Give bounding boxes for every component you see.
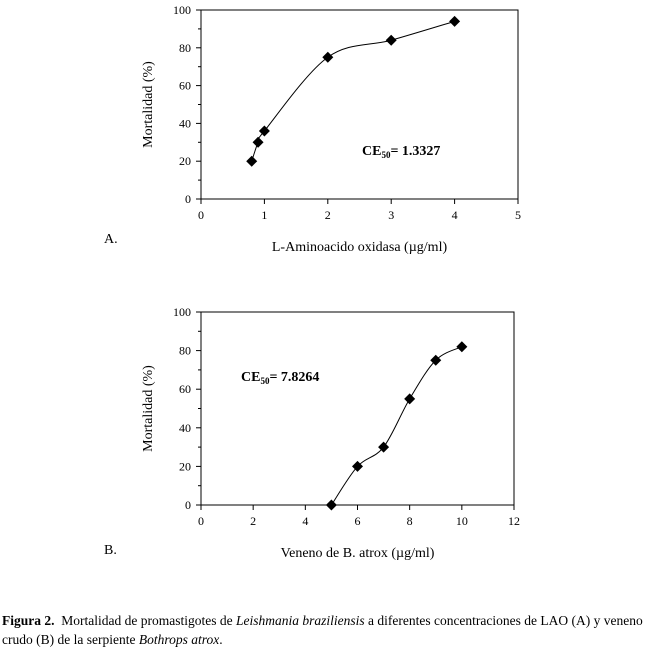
x-axis-title: L-Aminoacido oxidasa (µg/ml)	[271, 240, 448, 255]
ce50-annotation	[241, 370, 319, 386]
y-tick-label: 40	[179, 116, 191, 131]
data-point	[259, 125, 270, 136]
ce50-value: = 1.3327	[390, 144, 441, 159]
y-tick-label: 20	[179, 459, 191, 474]
y-tick-label: 0	[185, 498, 191, 512]
chart-a	[104, 3, 521, 255]
fit-curve	[252, 21, 455, 161]
y-tick-label: 100	[173, 305, 191, 319]
y-axis-title: Mortalidad (%)	[141, 365, 156, 452]
ce50-subscript: 50	[260, 376, 270, 386]
x-tick-label: 5	[515, 208, 521, 222]
caption-end: .	[219, 632, 223, 647]
x-tick-label: 6	[354, 514, 361, 528]
caption-snake: Bothrops atrox	[138, 632, 220, 647]
caption-species: Leishmania braziliensis	[235, 613, 365, 628]
y-tick-label: 80	[179, 40, 191, 55]
caption-text-1: Mortalidad de promastigotes de	[61, 613, 233, 628]
x-tick-label: 12	[508, 514, 520, 528]
y-tick-label: 100	[173, 3, 191, 17]
y-tick-label: 20	[179, 154, 191, 169]
data-point	[386, 35, 397, 46]
y-tick-label: 40	[179, 420, 191, 435]
ce50-prefix: CE	[241, 370, 261, 385]
x-tick-label: 1	[261, 208, 268, 222]
data-point	[322, 52, 333, 63]
x-tick-label: 2	[250, 514, 257, 528]
panel-label: B.	[104, 543, 117, 558]
x-tick-label: 0	[198, 208, 204, 222]
x-tick-label: 0	[198, 514, 204, 528]
y-tick-label: 60	[179, 382, 191, 397]
data-point	[404, 393, 415, 404]
data-point	[246, 156, 257, 167]
panel-label: A.	[104, 232, 118, 247]
data-point	[456, 341, 467, 352]
x-tick-label: 3	[388, 208, 395, 222]
data-point	[449, 16, 460, 27]
ce50-annotation	[362, 144, 440, 160]
chart-b	[104, 305, 520, 561]
x-axis-title: Veneno de B. atrox (µg/ml)	[280, 546, 435, 561]
caption-text-2: a diferentes concentraciones de LAO (A) y veneno crudo (B) de la serpiente	[2, 613, 643, 647]
plot-frame	[201, 10, 518, 199]
y-axis-title: Mortalidad (%)	[141, 61, 156, 148]
x-tick-label: 4	[451, 208, 458, 222]
x-tick-label: 2	[324, 208, 331, 222]
fit-curve	[331, 347, 461, 505]
plot-frame	[201, 312, 514, 505]
x-tick-label: 8	[406, 514, 413, 528]
y-tick-label: 80	[179, 343, 191, 358]
x-tick-label: 10	[455, 514, 468, 528]
y-tick-label: 0	[185, 192, 191, 206]
data-point	[253, 137, 264, 148]
ce50-prefix: CE	[362, 144, 382, 159]
data-point	[326, 500, 337, 511]
figure-caption	[2, 611, 648, 649]
x-tick-label: 4	[302, 514, 309, 528]
ce50-subscript: 50	[381, 150, 391, 160]
y-tick-label: 60	[179, 78, 191, 93]
ce50-value: = 7.8264	[269, 370, 320, 385]
caption-label: Figura 2.	[2, 613, 55, 628]
